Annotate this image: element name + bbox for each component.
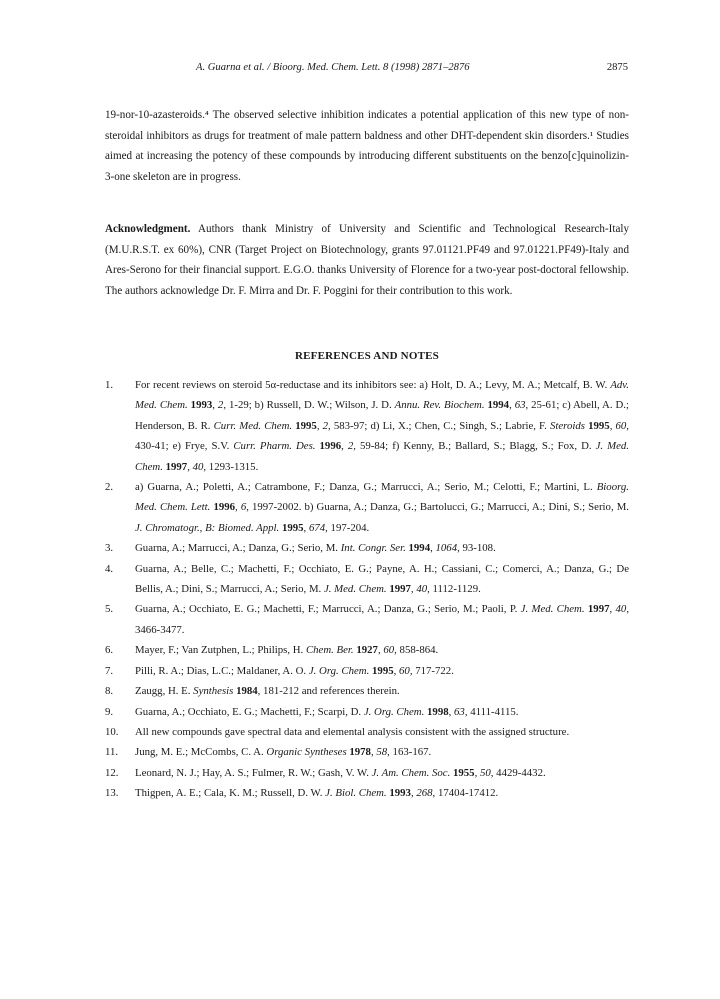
reference-text: Guarna, A.; Belle, C.; Machetti, F.; Occhiato, E. G.; Payne, A. H.; Cassiani, C.; Comerci, A.; Danza, G.; De Bellis, A.; Dini, S.; Marrucci, A.; Serio, M. J. Med. Chem. 1997, 40, 1112-1129.: [135, 562, 629, 596]
reference-item: [105, 538, 629, 558]
reference-number: 3.: [105, 542, 114, 555]
reference-text: Thigpen, A. E.; Cala, K. M.; Russell, D. W. J. Biol. Chem. 1993, 268, 17404-17412.: [135, 787, 499, 800]
reference-number: 12.: [105, 766, 119, 779]
reference-number: 1.: [105, 379, 114, 391]
references-list: [105, 375, 629, 804]
reference-item: [105, 742, 629, 762]
body-paragraph: 19-nor-10-azasteroids.⁴ The observed selective inhibition indicates a potential application of this new type of non-steroidal inhibitors as drugs for treatment of male pattern baldness and other DHT-dependent skin disorders.¹ Studies aimed at increasing the potency of these compounds by introducing different substituents on the benzo[c]quinolizin-3-one skeleton are in progress.: [105, 109, 629, 183]
reference-text: Guarna, A.; Occhiato, E. G.; Machetti, F.; Marrucci, A.; Danza, G.; Serio, M.; Paoli, P. J. Med. Chem. 1997, 40, 3466-3477.: [135, 603, 630, 636]
reference-item: [105, 783, 629, 803]
reference-text: For recent reviews on steroid 5α-reductase and its inhibitors see: a) Holt, D. A.; Levy, M. A.; Metcalf, B. W. Adv. Med. Chem. 1993, 2, 1-29; b) Russell, D. W.; Wilson, J. D. Annu. Rev. Biochem. 1994, 63, 25-61; c) Abell, A. D.; Henderson, B. R. Curr. Med. Chem. 1995, 2, 583-97; d) Li, X.; Chen, C.; Singh, S.; Labrie, F. Steroids 1995, 60, 430-41; e) Frye, S.V. Curr. Pharm. Des. 1996, 2, 59-84; f) Kenny, B.; Ballard, S.; Blagg, S.; Fox, D. J. Med. Chem. 1997, 40, 1293-1315.: [135, 379, 630, 473]
acknowledgment-paragraph: [105, 219, 629, 301]
reference-item: [105, 640, 629, 660]
reference-item: [105, 559, 629, 600]
reference-item: [105, 681, 629, 701]
references-heading: REFERENCES AND NOTES: [295, 350, 439, 362]
reference-number: 2.: [105, 481, 114, 494]
reference-number: 6.: [105, 644, 114, 657]
reference-number: 4.: [105, 562, 114, 575]
reference-text: Guarna, A.; Marrucci, A.; Danza, G.; Serio, M. Int. Congr. Ser. 1994, 1064, 93-108.: [135, 542, 496, 555]
reference-number: 7.: [105, 664, 114, 677]
reference-item: [105, 702, 629, 722]
reference-text: Zaugg, H. E. Synthesis 1984, 181-212 and references therein.: [135, 685, 400, 698]
reference-text: Guarna, A.; Occhiato, E. G.; Machetti, F.; Scarpi, D. J. Org. Chem. 1998, 63, 4111-4115.: [135, 705, 519, 718]
reference-text: Jung, M. E.; McCombs, C. A. Organic Syntheses 1978, 58, 163-167.: [135, 746, 432, 759]
reference-item: [105, 477, 629, 538]
reference-number: 8.: [105, 685, 114, 698]
reference-number: 5.: [105, 603, 114, 616]
reference-text: All new compounds gave spectral data and elemental analysis consistent with the assigned structure.: [135, 725, 570, 738]
reference-item: [105, 661, 629, 681]
reference-number: 9.: [105, 705, 114, 718]
reference-text: Mayer, F.; Van Zutphen, L.; Philips, H. Chem. Ber. 1927, 60, 858-864.: [135, 644, 439, 657]
reference-text: Leonard, N. J.; Hay, A. S.; Fulmer, R. W.; Gash, V. W. J. Am. Chem. Soc. 1955, 50, 4429-4432.: [135, 766, 546, 779]
reference-number: 10.: [105, 725, 119, 738]
reference-item: [105, 763, 629, 783]
page-number: 2875: [606, 62, 628, 73]
reference-item: [105, 599, 629, 640]
reference-number: 13.: [105, 787, 119, 800]
acknowledgment-text: Authors thank Ministry of University and Scientific and Technological Research-Italy (M.U.R.S.T. ex 60%), CNR (Target Project on Biotechnology, grants 97.01121.PF49 and 97.01221.PF49)-Italy and Ares-Serono for their financial support. E.G.O. thanks University of Florence for a two-year post-doctoral fellowship. The authors acknowledge Dr. F. Mirra and Dr. F. Poggini for their contribution to this work.: [105, 223, 629, 297]
reference-item: [105, 375, 629, 477]
acknowledgment-lead: Acknowledgment.: [105, 223, 191, 235]
reference-item: [105, 722, 629, 742]
reference-text: Pilli, R. A.; Dias, L.C.; Maldaner, A. O. J. Org. Chem. 1995, 60, 717-722.: [135, 664, 454, 677]
reference-number: 11.: [105, 746, 119, 759]
reference-text: a) Guarna, A.; Poletti, A.; Catrambone, F.; Danza, G.; Marrucci, A.; Serio, M.; Celotti, F.; Martini, L. Bioorg. Med. Chem. Lett. 1996, 6, 1997-2002. b) Guarna, A.; Danza, G.; Bartolucci, G.; Marrucci, A.; Dini, S.; Serio, M. J. Chromatogr., B: Biomed. Appl. 1995, 674, 197-204.: [135, 481, 630, 534]
running-header: [196, 62, 628, 74]
running-head: A. Guarna et al. / Bioorg. Med. Chem. Lett. 8 (1998) 2871–2876: [196, 62, 470, 73]
